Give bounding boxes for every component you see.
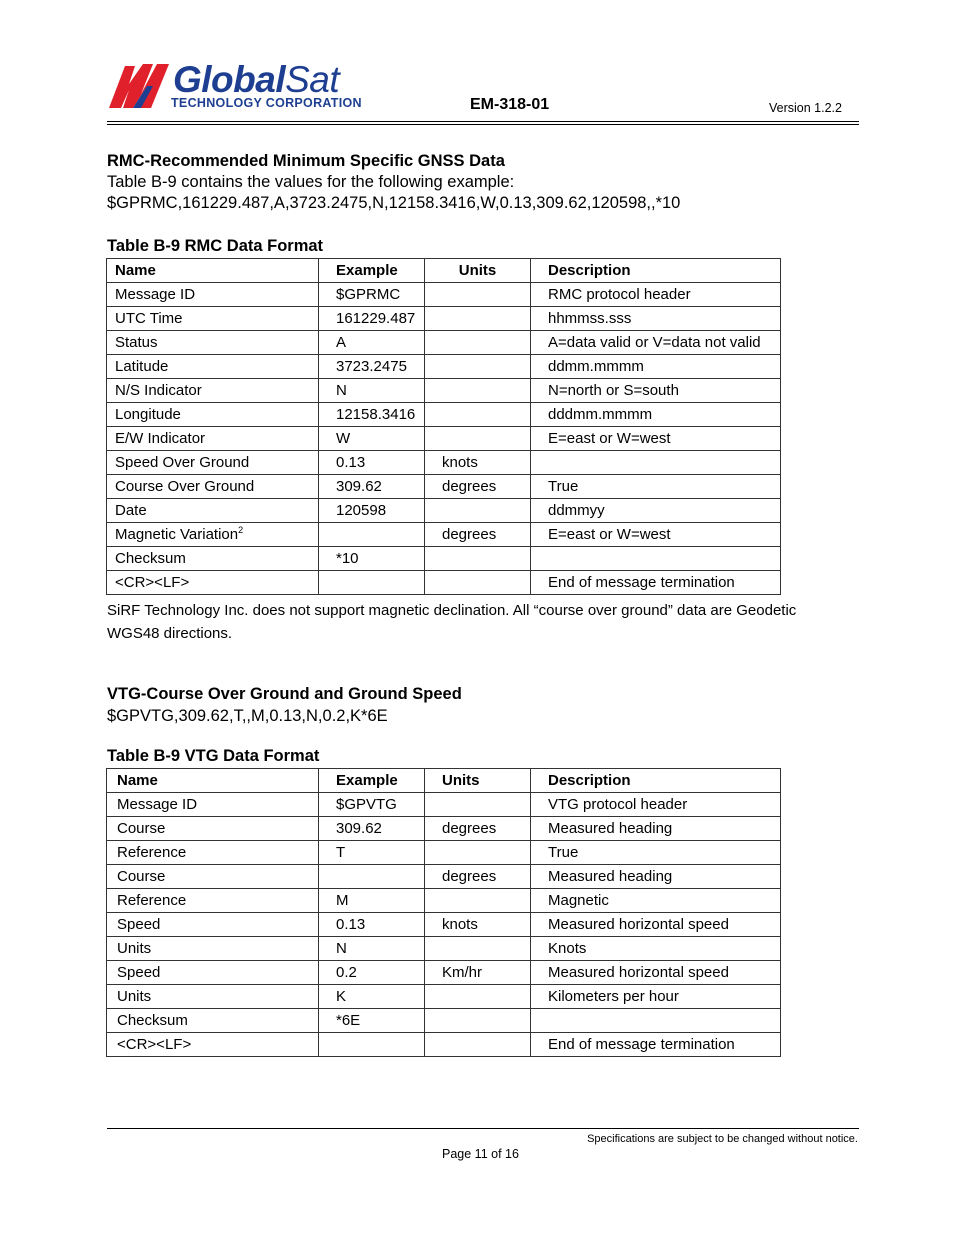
- footnote-marker: 2: [238, 525, 244, 535]
- rmc-intro: Table B-9 contains the values for the following example:: [107, 173, 515, 191]
- cell-example: W: [319, 427, 425, 451]
- cell-description: [531, 1009, 781, 1033]
- cell-name: Message ID: [107, 283, 319, 307]
- table-row: [107, 499, 781, 523]
- cell-description: ddmmyy: [531, 499, 781, 523]
- cell-units: [425, 937, 531, 961]
- vtg-data-table: [106, 768, 781, 1057]
- table-header-row: [107, 769, 781, 793]
- vtg-example: $GPVTG,309.62,T,,M,0.13,N,0.2,K*6E: [107, 707, 388, 725]
- table-row: [107, 793, 781, 817]
- cell-description: Measured horizontal speed: [531, 961, 781, 985]
- column-header: Units: [425, 259, 531, 283]
- cell-name: Units: [107, 985, 319, 1009]
- cell-name: Course Over Ground: [107, 475, 319, 499]
- cell-name: Magnetic Variation$^2$: [107, 523, 319, 547]
- table-row: [107, 1009, 781, 1033]
- cell-example: $GPRMC: [319, 283, 425, 307]
- cell-name: Status: [107, 331, 319, 355]
- brand-tagline: TECHNOLOGY CORPORATION: [171, 96, 362, 110]
- cell-name: Reference: [107, 889, 319, 913]
- cell-description: True: [531, 475, 781, 499]
- cell-units: Km/hr: [425, 961, 531, 985]
- table-header-row: [107, 259, 781, 283]
- globalsat-emblem-icon: [107, 60, 171, 112]
- cell-example: K: [319, 985, 425, 1009]
- table-row: [107, 865, 781, 889]
- rmc-table-title: Table B-9 RMC Data Format: [107, 237, 324, 255]
- cell-example: 309.62: [319, 475, 425, 499]
- cell-name: <CR><LF>: [107, 571, 319, 595]
- cell-units: [425, 283, 531, 307]
- document-id: EM-318-01: [470, 96, 550, 113]
- cell-name: Latitude: [107, 355, 319, 379]
- cell-description: dddmm.mmmm: [531, 403, 781, 427]
- cell-units: knots: [425, 451, 531, 475]
- cell-example: *6E: [319, 1009, 425, 1033]
- table-row: [107, 283, 781, 307]
- footer-rule: [107, 1128, 859, 1129]
- cell-units: [425, 547, 531, 571]
- cell-units: degrees: [425, 475, 531, 499]
- table-row: [107, 1033, 781, 1057]
- column-header: Name: [107, 769, 319, 793]
- table-row: [107, 331, 781, 355]
- cell-description: hhmmss.sss: [531, 307, 781, 331]
- cell-name: Speed: [107, 961, 319, 985]
- vtg-table-title: Table B-9 VTG Data Format: [107, 747, 320, 765]
- cell-example: $GPVTG: [319, 793, 425, 817]
- cell-description: Knots: [531, 937, 781, 961]
- cell-name: Checksum: [107, 547, 319, 571]
- column-header: Example: [319, 769, 425, 793]
- cell-description: RMC protocol header: [531, 283, 781, 307]
- vtg-heading: VTG-Course Over Ground and Ground Speed: [107, 685, 462, 703]
- cell-description: End of message termination: [531, 571, 781, 595]
- table-row: [107, 451, 781, 475]
- cell-example: N: [319, 379, 425, 403]
- cell-name: Date: [107, 499, 319, 523]
- cell-units: [425, 571, 531, 595]
- table-row: [107, 523, 781, 547]
- cell-example: 12158.3416: [319, 403, 425, 427]
- column-header: Description: [531, 259, 781, 283]
- cell-units: [425, 355, 531, 379]
- cell-units: knots: [425, 913, 531, 937]
- cell-example: 0.13: [319, 451, 425, 475]
- cell-description: Magnetic: [531, 889, 781, 913]
- cell-units: [425, 379, 531, 403]
- cell-example: 309.62: [319, 817, 425, 841]
- cell-name: Checksum: [107, 1009, 319, 1033]
- cell-example: 0.13: [319, 913, 425, 937]
- cell-name: Longitude: [107, 403, 319, 427]
- table-row: [107, 937, 781, 961]
- cell-name: E/W Indicator: [107, 427, 319, 451]
- cell-example: [319, 571, 425, 595]
- table-row: [107, 427, 781, 451]
- cell-description: [531, 547, 781, 571]
- cell-units: [425, 307, 531, 331]
- table-row: [107, 403, 781, 427]
- cell-description: N=north or S=south: [531, 379, 781, 403]
- document-version: Version 1.2.2: [769, 101, 842, 115]
- cell-name: Message ID: [107, 793, 319, 817]
- cell-units: degrees: [425, 817, 531, 841]
- table-row: [107, 571, 781, 595]
- cell-name: Course: [107, 817, 319, 841]
- table-row: [107, 961, 781, 985]
- header-rule: [107, 121, 859, 122]
- column-header: Description: [531, 769, 781, 793]
- cell-description: [531, 451, 781, 475]
- cell-example: [319, 1033, 425, 1057]
- cell-description: A=data valid or V=data not valid: [531, 331, 781, 355]
- cell-example: A: [319, 331, 425, 355]
- cell-description: Measured horizontal speed: [531, 913, 781, 937]
- cell-name: Reference: [107, 841, 319, 865]
- column-header: Units: [425, 769, 531, 793]
- cell-units: [425, 499, 531, 523]
- cell-description: Measured heading: [531, 817, 781, 841]
- rmc-note: SiRF Technology Inc. does not support magnetic declination. All “course over ground” data are Geodetic WGS48 directions.: [107, 602, 797, 642]
- cell-units: [425, 889, 531, 913]
- cell-description: ddmm.mmmm: [531, 355, 781, 379]
- cell-units: degrees: [425, 865, 531, 889]
- rmc-heading: RMC-Recommended Minimum Specific GNSS Data: [107, 152, 505, 170]
- column-header: Example: [319, 259, 425, 283]
- cell-example: M: [319, 889, 425, 913]
- cell-name: Course: [107, 865, 319, 889]
- globalsat-logo: [107, 59, 362, 112]
- cell-units: [425, 793, 531, 817]
- cell-example: 161229.487: [319, 307, 425, 331]
- cell-name: <CR><LF>: [107, 1033, 319, 1057]
- cell-description: End of message termination: [531, 1033, 781, 1057]
- cell-name: Speed Over Ground: [107, 451, 319, 475]
- cell-example: 120598: [319, 499, 425, 523]
- cell-units: [425, 841, 531, 865]
- cell-units: degrees: [425, 523, 531, 547]
- column-header: Name: [107, 259, 319, 283]
- cell-units: [425, 1033, 531, 1057]
- cell-name: UTC Time: [107, 307, 319, 331]
- cell-name: N/S Indicator: [107, 379, 319, 403]
- cell-example: [319, 523, 425, 547]
- table-row: [107, 817, 781, 841]
- rmc-example: $GPRMC,161229.487,A,3723.2475,N,12158.3416,W,0.13,309.62,120598,,*10: [107, 194, 681, 212]
- cell-description: VTG protocol header: [531, 793, 781, 817]
- table-row: [107, 307, 781, 331]
- cell-units: [425, 427, 531, 451]
- cell-units: [425, 1009, 531, 1033]
- cell-example: N: [319, 937, 425, 961]
- page-number: Page 11 of 16: [442, 1147, 519, 1161]
- cell-example: T: [319, 841, 425, 865]
- cell-example: *10: [319, 547, 425, 571]
- cell-name: Speed: [107, 913, 319, 937]
- cell-description: True: [531, 841, 781, 865]
- cell-description: E=east or W=west: [531, 523, 781, 547]
- cell-example: 0.2: [319, 961, 425, 985]
- table-row: [107, 841, 781, 865]
- cell-example: [319, 865, 425, 889]
- table-row: [107, 355, 781, 379]
- rmc-data-table: [106, 258, 781, 595]
- table-row: [107, 985, 781, 1009]
- cell-description: E=east or W=west: [531, 427, 781, 451]
- cell-description: Measured heading: [531, 865, 781, 889]
- cell-units: [425, 331, 531, 355]
- table-row: [107, 475, 781, 499]
- table-row: [107, 379, 781, 403]
- cell-units: [425, 985, 531, 1009]
- cell-units: [425, 403, 531, 427]
- footer-notice: Specifications are subject to be changed without notice.: [587, 1133, 858, 1145]
- header-rule-thin: [107, 124, 859, 125]
- cell-example: 3723.2475: [319, 355, 425, 379]
- brand-name: GlobalSat: [173, 59, 340, 100]
- table-row: [107, 889, 781, 913]
- cell-name: Units: [107, 937, 319, 961]
- cell-description: Kilometers per hour: [531, 985, 781, 1009]
- table-row: [107, 547, 781, 571]
- table-row: [107, 913, 781, 937]
